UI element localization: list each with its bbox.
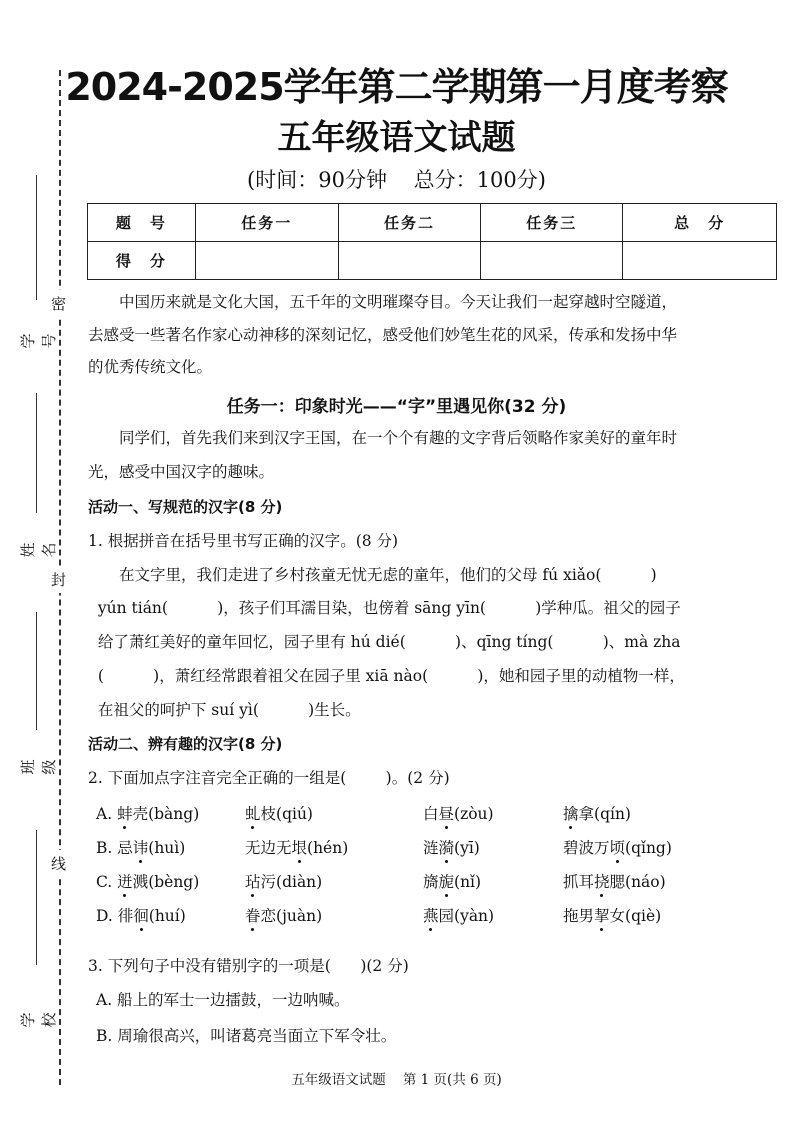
option-pinyin: (yī) [454,839,480,857]
option-word: 忌讳 [117,839,149,857]
option-word-wrap [118,904,149,926]
option-item [423,870,481,892]
exam-title: 2024-2025学年第二学期第一月度考察 [65,65,728,109]
page-footer: 五年级语文试题 第 1 页(共 6 页) [291,1072,502,1088]
header-cell: 题 号 [88,204,196,242]
option-word-wrap [423,802,454,824]
option-item [245,904,322,926]
option-word-wrap [423,836,454,858]
option-label: A. [96,805,113,823]
option-word-wrap [245,836,307,858]
option-word-wrap [117,870,148,892]
option-word-wrap [563,836,625,858]
option-word: 碧波万顷 [563,839,626,857]
option-pinyin: (zòu) [454,805,494,823]
emphasis-dot [140,928,143,931]
option-word-wrap [423,904,454,926]
option-item [563,904,661,926]
emphasis-dot [139,860,142,863]
option-word-wrap [563,904,625,926]
emphasis-dot [445,894,448,897]
score-table-header-row [88,204,777,242]
question-1: 1. 根据拼音在括号里书写正确的汉字。(8 分) [88,532,399,550]
option-pinyin: (qǐng) [625,839,672,857]
score-table [87,203,777,280]
option-item [96,904,186,926]
score-row-label: 得 分 [88,242,196,280]
option-item [245,836,348,858]
question-2: 2. 下面加点字注音完全正确的一组是( )。(2 分) [88,769,450,787]
exam-subtitle: 五年级语文试题 [277,118,516,158]
score-cell[interactable] [338,242,481,280]
class-line[interactable] [36,612,37,730]
option-word: 迸溅 [117,873,149,891]
emphasis-dot [445,860,448,863]
class-label: 班级 [19,751,58,775]
score-cell[interactable] [481,242,623,280]
option-item [563,802,631,824]
option-word: 涟漪 [423,839,455,857]
option-pinyin: (qín) [594,805,631,823]
task1-intro-line: 同学们，首先我们来到汉字王国，在一个个有趣的文字背后领略作家美好的童年时 [88,429,678,447]
option-word-wrap [563,802,594,824]
task1-intro-line: 光，感受中国汉字的趣味。 [88,463,275,481]
question-3: 3. 下列句子中没有错别字的一项是( )(2 分) [88,957,409,975]
option-item [245,802,313,824]
intro-line: 的优秀传统文化。 [88,358,213,376]
option-pinyin: (náo) [625,873,666,891]
time-info: (时间：90分钟 总分：100分) [247,168,546,192]
seal-char: 密 [51,290,66,317]
task1-title: 任务一：印象时光——“字”里遇见你(32 分) [226,397,567,417]
option-word: 擒拿 [563,805,595,823]
header-cell: 任务一 [195,204,338,242]
option-label: C. [96,873,113,891]
option-item [96,836,185,858]
option-pinyin: (bèng) [148,873,200,891]
activity2-title: 活动二、辨有趣的汉字(8 分) [88,735,283,753]
option-pinyin: (huì) [148,839,186,857]
passage-line: 在祖父的呵护下 suí yì( )生长。 [88,701,361,719]
emphasis-dot [429,928,432,931]
emphasis-dot [298,860,301,863]
header-cell: 任务三 [481,204,623,242]
school-label: 学校 [19,1004,58,1028]
score-table-score-row [88,242,777,280]
option-item [563,870,666,892]
option-word-wrap [245,870,276,892]
option-word: 无边无垠 [245,839,308,857]
option-item [423,836,480,858]
option-pinyin: (juàn) [276,907,323,925]
option-word-wrap [245,802,276,824]
option-item [423,904,494,926]
option-word-wrap [117,802,148,824]
option-word: 虬枝 [245,805,277,823]
emphasis-dot [251,928,254,931]
emphasis-dot [616,860,619,863]
option-word: 白昼 [423,805,455,823]
question-3-option: B. 周瑜很高兴，叫诸葛亮当面立下军令壮。 [96,1027,397,1045]
option-pinyin: (hén) [307,839,349,857]
emphasis-dot [123,826,126,829]
seal-char: 线 [51,850,66,877]
seal-char: 封 [51,566,66,593]
option-pinyin: (bàng) [148,805,200,823]
score-cell[interactable] [195,242,338,280]
header-cell: 任务二 [338,204,481,242]
passage-line: yún tián( )，孩子们耳濡目染，也傍着 sāng yīn( )学种瓜。祖父的园子 [88,599,681,617]
emphasis-dot [251,894,254,897]
option-item [96,870,199,892]
passage-line: ( )，萧红经常跟着祖父在园子里 xiā nào( )，她和园子里的动植物一样， [88,667,685,685]
option-word: 蚌壳 [117,805,149,823]
option-item [423,802,494,824]
passage-line: 在文字里，我们走进了乡村孩童无忧无虑的童年，他们的父母 fú xiǎo( ) [88,566,657,584]
option-pinyin: (huí) [148,907,186,925]
option-pinyin: (nǐ) [454,873,482,891]
emphasis-dot [251,826,254,829]
emphasis-dot [123,894,126,897]
option-label: B. [96,839,113,857]
option-word-wrap [117,836,148,858]
option-word: 玷污 [245,873,277,891]
option-word: 抓耳挠腮 [563,873,626,891]
header-cell: 总 分 [623,204,777,242]
option-word: 徘徊 [117,907,149,925]
activity1-title: 活动一、写规范的汉字(8 分) [88,498,283,516]
emphasis-dot [600,928,603,931]
intro-line: 去感受一些著名作家心动神移的深刻记忆，感受他们妙笔生花的风采，传承和发扬中华 [88,326,678,344]
option-word-wrap [563,870,625,892]
school-line[interactable] [36,830,37,965]
passage-line: 给了萧红美好的童年回忆，园子里有 hú dié( )、qīng tíng( )、mà zha [88,633,681,651]
option-item [96,802,199,824]
emphasis-dot [445,826,448,829]
intro-line: 中国历来就是文化大国，五千年的文明璀璨夺目。今天让我们一起穿越时空隧道， [88,293,678,311]
option-label: D. [96,907,113,925]
emphasis-dot [569,826,572,829]
option-item [563,836,672,858]
option-word-wrap [423,870,454,892]
option-pinyin: (qiú) [276,805,313,823]
emphasis-dot [600,894,603,897]
student-id-label: 学号 [19,325,58,349]
name-label: 姓名 [19,534,58,558]
option-pinyin: (qiè) [625,907,662,925]
option-item [245,870,322,892]
option-word: 燕园 [423,907,455,925]
option-word-wrap [245,904,276,926]
option-word: 眷恋 [245,907,277,925]
option-word: 拖男挈女 [563,907,626,925]
option-pinyin: (yàn) [454,907,495,925]
question-3-option: A. 船上的军士一边擂鼓，一边呐喊。 [96,991,350,1009]
option-pinyin: (diàn) [276,873,323,891]
option-word: 旖旎 [423,873,455,891]
score-cell[interactable] [623,242,777,280]
